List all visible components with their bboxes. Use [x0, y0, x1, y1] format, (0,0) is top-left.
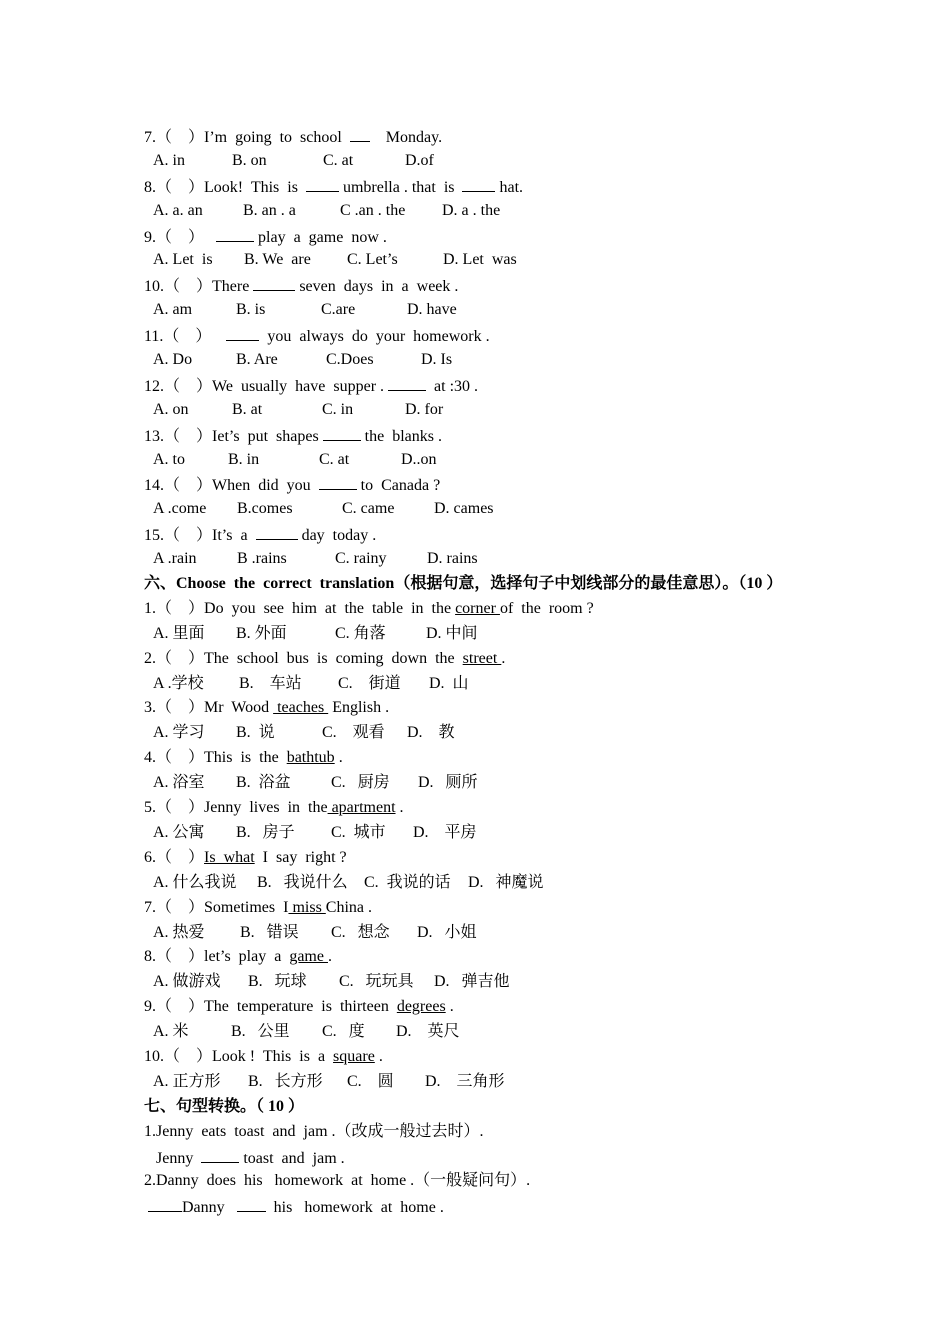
underlined-word: miss — [288, 898, 326, 916]
underlined-word: square — [333, 1047, 375, 1065]
transform-2: 2.Danny does his homework at home .（一般疑问句）. Danny his homework at home . — [144, 1172, 531, 1217]
mc-15: 15.（ ）It’s a day today . A .rain B .rains C. rainy D. rains — [144, 522, 824, 572]
tr-1: 1.（ ）Do you see him at the table in the corner of the room ? A. 里面 B. 外面 C. 角落 D. 中间 — [144, 599, 594, 642]
underlined-word: bathtub — [286, 749, 335, 767]
blank[interactable] — [226, 323, 259, 341]
blank[interactable] — [350, 124, 370, 142]
blank[interactable] — [148, 1194, 182, 1212]
underlined-word: Is what — [204, 848, 255, 866]
tr-9: 9.（ ）The temperature is thirteen degrees . A. 米 B. 公里 C. 度 D. 英尺 — [144, 998, 460, 1041]
tr-7: 7.（ ）Sometimes I miss China . A. 热爱 B. 错误 C. 想念 D. 小姐 — [144, 898, 477, 941]
section-7-heading: 七、句型转换。（ 10 ） — [144, 1097, 305, 1115]
mc-7: 7.（ ）I’m going to school Monday. A. in B. on C. at D.of — [144, 124, 824, 174]
blank[interactable] — [388, 373, 426, 391]
blank[interactable] — [256, 522, 298, 540]
underlined-word: corner — [455, 599, 500, 617]
mc-13: 13.（ ）Iet’s put shapes the blanks . A. to B. in C. at D..on — [144, 423, 824, 473]
section-6-heading: 六、Choose the correct translation（根据句意，选择句子中划线部分的最佳意思）。（10 ） — [144, 575, 783, 593]
mc-9: 9.（ ） play a game now . A. Let is B. We are C. Let’s D. Let was — [144, 224, 824, 274]
blank[interactable] — [237, 1194, 266, 1212]
blank[interactable] — [253, 273, 295, 291]
underlined-word: teaches — [273, 699, 329, 717]
underlined-word: apartment — [327, 799, 396, 817]
transform-1: 1.Jenny eats toast and jam .（改成一般过去时）. Jenny toast and jam . — [144, 1122, 484, 1167]
mc-14: 14.（ ）When did you to Canada ? A .come B.comes C. came D. cames — [144, 472, 824, 522]
underlined-word: degrees — [396, 998, 446, 1016]
blank[interactable] — [306, 174, 339, 192]
tr-10: 10.（ ）Look ! This is a square . A. 正方形 B. 长方形 C. 圆 D. 三角形 — [144, 1047, 505, 1090]
underlined-word: game — [289, 948, 328, 966]
exam-sheet — [144, 124, 824, 1219]
tr-6: 6.（ ）Is what I say right ? A. 什么我说 B. 我说什么 C. 我说的话 D. 神魔说 — [144, 848, 544, 891]
blank[interactable] — [216, 224, 254, 242]
mc-10: 10.（ ）There seven days in a week . A. am B. is C.are D. have — [144, 273, 824, 323]
blank[interactable] — [462, 174, 495, 192]
tr-4: 4.（ ）This is the bathtub . A. 浴室 B. 浴盆 C. 厨房 D. 厕所 — [144, 749, 478, 792]
tr-3: 3.（ ）Mr Wood teaches English . A. 学习 B. 说 C. 观看 D. 教 — [144, 699, 455, 742]
blank[interactable] — [319, 472, 357, 490]
mc-8: 8.（ ）Look! This is umbrella . that is hat. A. a. an B. an . a C .an . the D. a . the — [144, 174, 824, 224]
tr-2: 2.（ ）The school bus is coming down the street . A .学校 B. 车站 C. 街道 D. 山 — [144, 649, 506, 692]
mc-11: 11.（ ） you always do your homework . A. Do B. Are C.Does D. Is — [144, 323, 824, 373]
blank[interactable] — [323, 423, 361, 441]
tr-5: 5.（ ）Jenny lives in the apartment . A. 公寓 B. 房子 C. 城市 D. 平房 — [144, 799, 477, 841]
tr-8: 8.（ ）let’s play a game . A. 做游戏 B. 玩球 C. 玩玩具 D. 弹吉他 — [144, 948, 510, 991]
mc-12: 12.（ ）We usually have supper . at :30 . A. on B. at C. in D. for — [144, 373, 824, 423]
blank[interactable] — [201, 1145, 239, 1163]
underlined-word: street — [462, 649, 502, 667]
